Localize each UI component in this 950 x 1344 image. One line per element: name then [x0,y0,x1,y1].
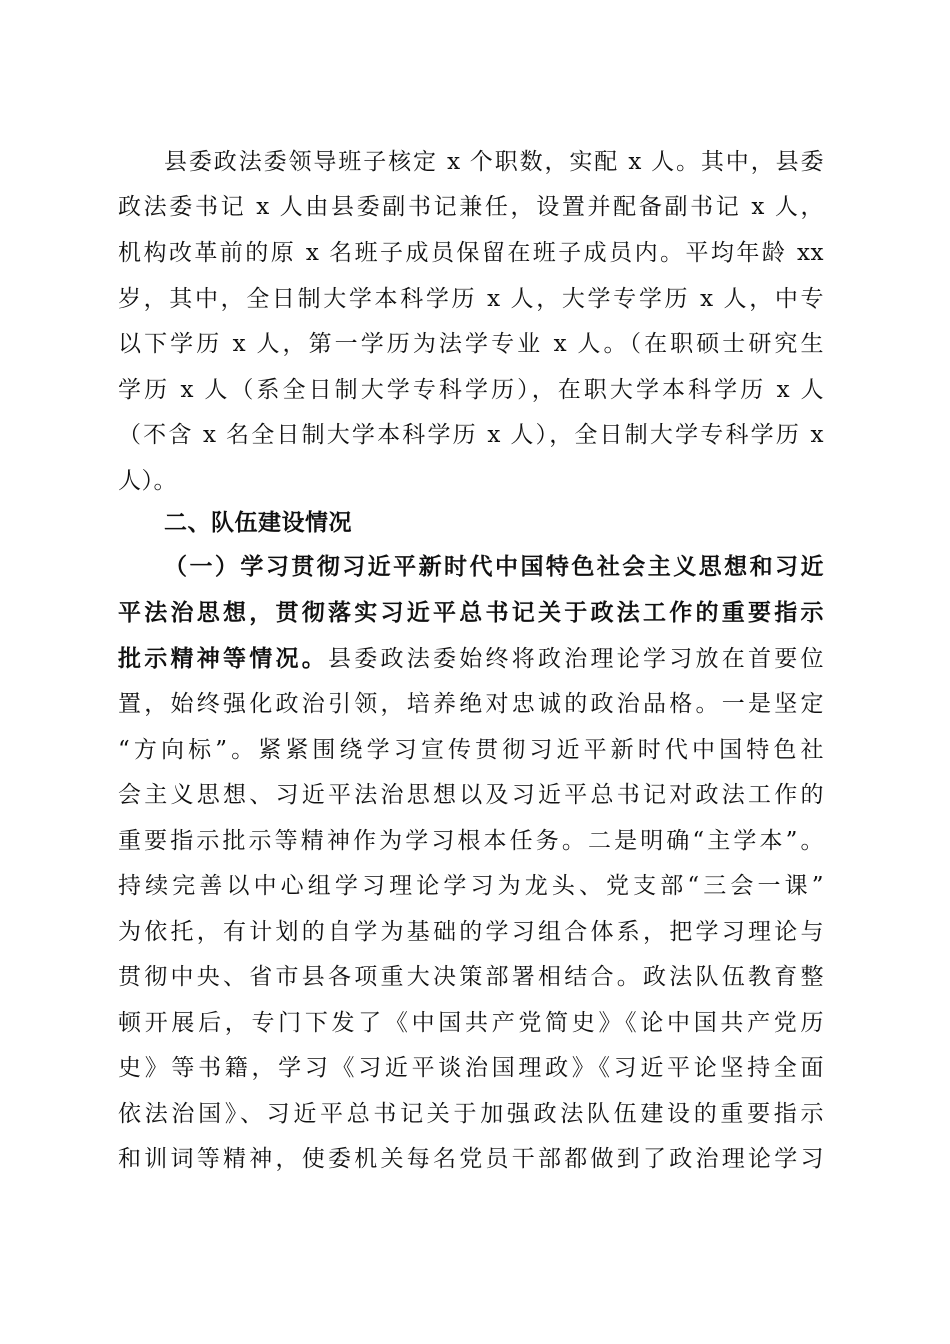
subsection-title-end: 批示精神等情况。 [118,645,328,672]
paragraph-line: 岁，其中，全日制大学本科学历 x 人，大学专学历 x 人，中专 [118,286,824,312]
paragraph-line: 县委政法委领导班子核定 x 个职数，实配 x 人。其中，县委 [164,149,824,175]
paragraph-line: 贯彻中央、省市县各项重大决策部署相结合。政法队伍教育整 [118,964,824,990]
subsection-title-line: 平法治思想，贯彻落实习近平总书记关于政法工作的重要指示 [118,599,824,626]
paragraph-line: 以下学历 x 人，第一学历为法学专业 x 人。（在职硕士研究生 [118,331,824,357]
paragraph-line: 顿开展后，专门下发了《中国共产党简史》《论中国共产党历 [118,1010,824,1036]
paragraph-line: 人）。 [118,468,177,494]
paragraph-text: 县委政法委始终将政治理论学习放在首要位 [328,646,824,672]
paragraph-line: 持续完善以中心组学习理论学习为龙头、党支部“三会一课” [118,873,824,899]
paragraph-line: 依法治国》、习近平总书记关于加强政法队伍建设的重要指示 [118,1101,824,1127]
paragraph-line-mixed [118,643,824,675]
section-heading: 二、队伍建设情况 [164,510,352,536]
paragraph-line: 置，始终强化政治引领，培养绝对忠诚的政治品格。一是坚定 [118,691,824,717]
paragraph-line: 和训词等精神，使委机关每名党员干部都做到了政治理论学习 [118,1146,824,1172]
paragraph-line: “方向标”。紧紧围绕学习宣传贯彻习近平新时代中国特色社 [118,737,824,763]
paragraph-line: 政法委书记 x 人由县委副书记兼任，设置并配备副书记 x 人， [118,194,824,220]
paragraph-line: 重要指示批示等精神作为学习根本任务。二是明确“主学本”。 [118,828,824,854]
paragraph-line: 会主义思想、习近平法治思想以及习近平总书记对政法工作的 [118,782,824,808]
subsection-title-line: （一）学习贯彻习近平新时代中国特色社会主义思想和习近 [164,553,824,580]
paragraph-line: （不含 x 名全日制大学本科学历 x 人），全日制大学专科学历 x [118,422,824,448]
paragraph-line: 学历 x 人（系全日制大学专科学历），在职大学本科学历 x 人 [118,377,824,403]
paragraph-line: 为依托，有计划的自学为基础的学习组合体系，把学习理论与 [118,919,824,945]
paragraph-line: 史》等书籍，学习《习近平谈治国理政》《习近平论坚持全面 [118,1055,824,1081]
paragraph-line: 机构改革前的原 x 名班子成员保留在班子成员内。平均年龄 xx [118,240,824,266]
